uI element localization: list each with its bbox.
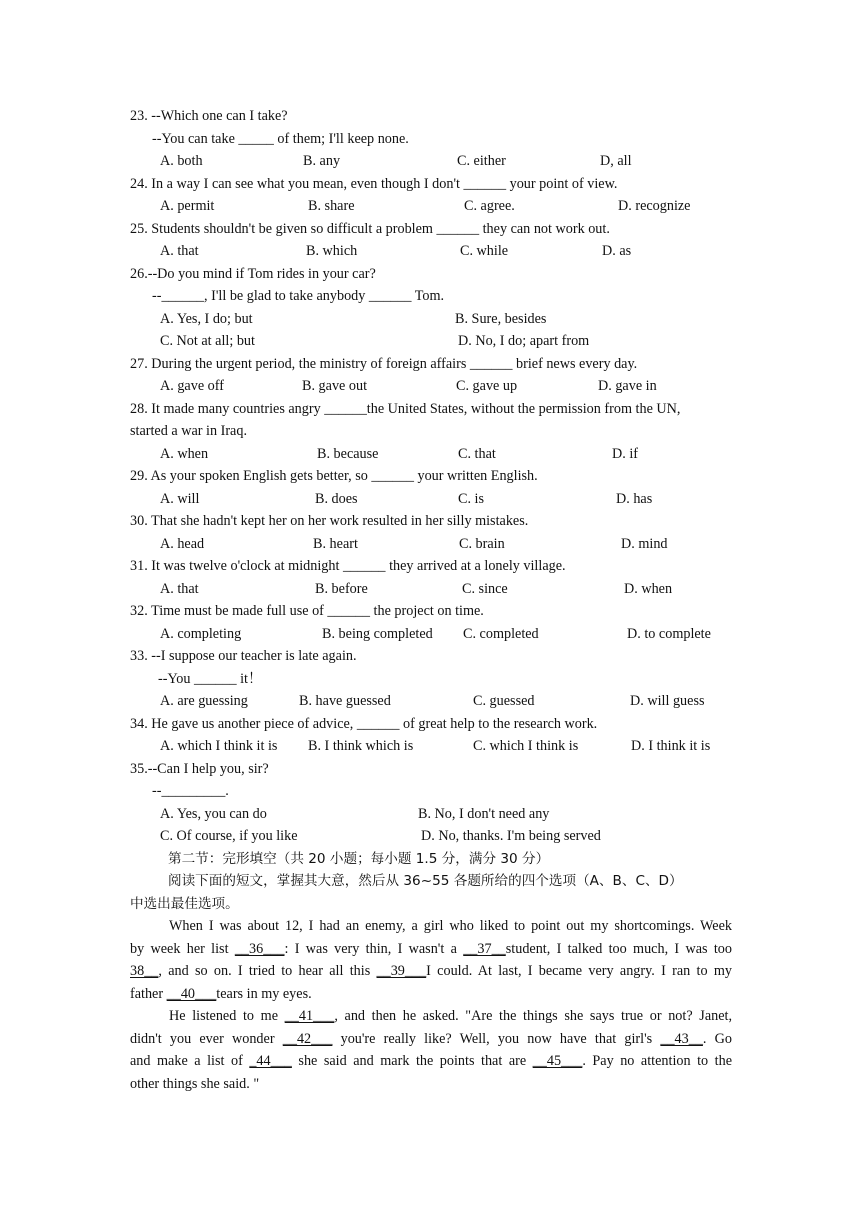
option: D, all <box>600 153 632 169</box>
option: C. which I think is <box>473 738 579 754</box>
option-row <box>130 308 732 331</box>
option-row <box>130 443 732 466</box>
option: D. No, thanks. I'm being served <box>421 828 601 844</box>
option: B. I think which is <box>308 738 414 754</box>
passage-line <box>130 1073 732 1096</box>
option: A. that <box>160 243 199 259</box>
passage-text: . Pay no attention to the <box>582 1053 732 1069</box>
option: D. No, I do; apart from <box>458 333 590 349</box>
option: B. does <box>315 490 358 507</box>
passage-text: and make a list of <box>130 1053 250 1069</box>
passage-text: , and then he asked. "Are the things she says true or not? Janet, <box>334 1008 732 1024</box>
option: D. if <box>612 445 639 462</box>
question-stem-line2: --You ______ it！ <box>158 670 263 687</box>
question-stem: 24. In a way I can see what you mean, even though I don't ______ your point of view. <box>130 175 618 192</box>
passage-text: tears in my eyes. <box>216 985 312 1002</box>
option-row <box>130 195 732 218</box>
cloze-blank: __42___ <box>282 1030 333 1047</box>
option: C. while <box>460 243 509 259</box>
option: C. brain <box>459 535 505 552</box>
passage-text: father <box>130 985 167 1002</box>
question-stem: 33. --I suppose our teacher is late again. <box>130 648 357 664</box>
question-stem: 23. --Which one can I take? <box>130 108 288 124</box>
option: C. Not at all; but <box>160 333 255 349</box>
question-stem: 25. Students shouldn't be given so difficult a problem ______ they can not work out. <box>130 220 610 237</box>
question-stem: 32. Time must be made full use of ______ the project on time. <box>130 603 484 619</box>
section-heading: 第二节：完形填空（共 20 小题；每小题 1.5 分，满分 30 分） <box>168 850 550 867</box>
passage-text: He listened to me <box>169 1008 285 1024</box>
cloze-blank: __41___ <box>284 1008 335 1024</box>
option: A. when <box>160 445 209 462</box>
exam-page <box>130 105 732 1095</box>
passage-text: : I was very thin, I wasn't a <box>284 940 464 957</box>
option-row <box>130 240 732 263</box>
option: C. guessed <box>473 693 535 709</box>
option: B. any <box>303 153 341 169</box>
option: D. as <box>602 243 632 259</box>
passage-text: you're really like? Well, you now have that girl's <box>332 1030 661 1047</box>
option-row <box>130 150 732 173</box>
option: B. which <box>306 243 358 259</box>
option-row <box>130 330 732 353</box>
question-stem: 29. As your spoken English gets better, so ______ your written English. <box>130 468 538 484</box>
passage-line <box>130 938 732 961</box>
option: A. head <box>160 535 205 552</box>
question-stem-line2: --You can take _____ of them; I'll keep none. <box>152 130 409 147</box>
passage-text: didn't you ever wonder <box>130 1030 283 1047</box>
option-row <box>130 623 732 646</box>
passage-line <box>130 960 732 983</box>
option: D. mind <box>621 535 668 552</box>
option: A. are guessing <box>160 693 248 709</box>
passage-line <box>130 1005 732 1028</box>
option: C. Of course, if you like <box>160 828 298 844</box>
section-instruction: 阅读下面的短文，掌握其大意，然后从 36~55 各题所给的四个选项（A、B、C、D） <box>168 873 683 889</box>
option-row <box>130 375 732 398</box>
cloze-blank: __39___ <box>376 963 427 979</box>
option: A. completing <box>160 625 242 642</box>
cloze-blank: __40___ <box>166 985 217 1002</box>
option: C. since <box>462 580 508 597</box>
option: A. will <box>160 490 200 507</box>
cloze-blank: 38__ <box>130 963 159 979</box>
option-row <box>130 533 732 556</box>
passage-text: I could. At last, I became very angry. I ran to my <box>426 963 732 979</box>
option: D. to complete <box>627 625 711 642</box>
passage-text: other things she said. " <box>130 1075 260 1092</box>
option: A. permit <box>160 198 215 214</box>
option: C. that <box>458 445 496 462</box>
question-stem: 35.--Can I help you, sir? <box>130 760 269 777</box>
passage-text: , and so on. I tried to hear all this <box>158 963 377 979</box>
option: B. being completed <box>322 625 433 642</box>
question-stem-line2: --_________. <box>152 783 229 799</box>
passage-line <box>130 983 732 1006</box>
passage-text: by week her list <box>130 940 235 957</box>
option: B. No, I don't need any <box>418 805 550 822</box>
option-row <box>130 825 732 848</box>
option-row <box>130 803 732 826</box>
option: D. recognize <box>618 198 691 214</box>
passage-text: . Go <box>702 1030 732 1047</box>
cloze-blank: __37__ <box>463 940 506 957</box>
option: C. is <box>458 490 485 507</box>
option: D. when <box>624 580 673 597</box>
option-row <box>130 735 732 758</box>
option-row <box>130 578 732 601</box>
option: C. completed <box>463 625 539 642</box>
question-stem: 31. It was twelve o'clock at midnight ______ they arrived at a lonely village. <box>130 558 566 574</box>
option: B. because <box>317 445 379 462</box>
cloze-blank: _44___ <box>249 1053 292 1069</box>
question-stem-continued: started a war in Iraq. <box>130 423 247 439</box>
option: C. agree. <box>464 198 515 214</box>
cloze-blank: __45___ <box>532 1053 583 1069</box>
option-row <box>130 488 732 511</box>
option: B. share <box>308 198 355 214</box>
option: B. Sure, besides <box>455 310 547 327</box>
passage-line <box>130 1028 732 1051</box>
question-stem: 26.--Do you mind if Tom rides in your car? <box>130 265 376 282</box>
passage-text: student, I talked too much, I was too <box>505 940 732 957</box>
question-stem: 34. He gave us another piece of advice, ______ of great help to the research work. <box>130 715 598 732</box>
option: B. gave out <box>302 378 368 394</box>
option: A. which I think it is <box>160 738 278 754</box>
option: A. Yes, you can do <box>160 805 267 822</box>
question-stem: 27. During the urgent period, the ministry of foreign affairs ______ brief news every day. <box>130 355 638 372</box>
option: C. gave up <box>456 378 518 394</box>
option: B. have guessed <box>299 693 391 709</box>
option: D. gave in <box>598 378 657 394</box>
section-instruction-line2: 中选出最佳选项。 <box>130 895 239 912</box>
option: C. either <box>457 153 506 169</box>
option: D. has <box>616 490 653 507</box>
option: A. Yes, I do; but <box>160 310 253 327</box>
passage-line <box>130 915 732 938</box>
passage-text: she said and mark the points that are <box>291 1053 533 1069</box>
option: D. I think it is <box>631 738 711 754</box>
passage-line <box>130 1050 732 1073</box>
option-row <box>130 690 732 713</box>
option: A. both <box>160 153 203 169</box>
question-stem: 30. That she hadn't kept her on her work resulted in her silly mistakes. <box>130 513 529 529</box>
option: A. that <box>160 580 199 597</box>
cloze-blank: __43__ <box>660 1030 703 1047</box>
option: B. before <box>315 580 368 597</box>
question-stem-line2: --______, I'll be glad to take anybody ______ Tom. <box>152 288 445 304</box>
passage-text: When I was about 12, I had an enemy, a girl who liked to point out my shortcomings. Week <box>169 918 732 934</box>
question-stem: 28. It made many countries angry ______the United States, without the permission from the UN, <box>130 400 681 417</box>
option: B. heart <box>313 535 358 552</box>
option: A. gave off <box>160 378 224 394</box>
cloze-blank: __36___ <box>234 940 285 957</box>
option: D. will guess <box>630 693 705 709</box>
